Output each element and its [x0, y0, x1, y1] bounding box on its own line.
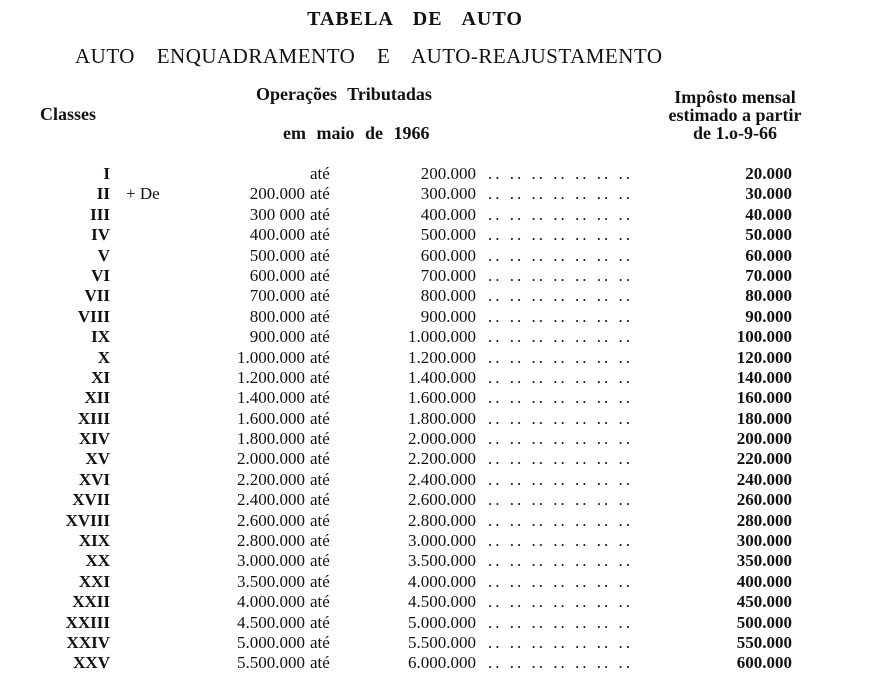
leader-dots: .. .. .. .. .. .. .. [488, 632, 633, 652]
class-cell: XVIII [65, 510, 110, 530]
from-cell: 800.000 [249, 306, 305, 326]
tax-cell: 500.000 [736, 612, 792, 632]
leader-dots: .. .. .. .. .. .. .. [488, 225, 633, 245]
leader-dots: .. .. .. .. .. .. .. [488, 531, 633, 551]
table-row [0, 205, 882, 225]
leader-dots: .. .. .. .. .. .. .. [488, 164, 633, 183]
table-row [0, 613, 882, 633]
to-cell: 800.000 [420, 286, 476, 306]
leader-dots: .. .. .. .. .. .. .. [488, 469, 633, 489]
table-row [0, 327, 882, 347]
table-row [0, 592, 882, 612]
tax-table [0, 164, 882, 674]
from-cell: 1.200.000 [237, 367, 305, 387]
ate-cell: até [310, 204, 330, 224]
table-row [0, 531, 882, 551]
to-cell: 1.600.000 [408, 388, 476, 408]
ate-cell: até [310, 225, 330, 245]
table-row [0, 184, 882, 204]
class-cell: III [90, 204, 110, 224]
ate-cell: até [310, 490, 330, 510]
leader-dots: .. .. .. .. .. .. .. [488, 204, 633, 224]
from-cell: 2.000.000 [237, 449, 305, 469]
from-cell: 500.000 [249, 245, 305, 265]
tax-cell: 300.000 [736, 531, 792, 551]
header-operacoes-period: em maio de 1966 [283, 123, 430, 143]
class-cell: XII [84, 388, 110, 408]
leader-dots: .. .. .. .. .. .. .. [488, 286, 633, 306]
to-cell: 900.000 [420, 306, 476, 326]
tax-cell: 30.000 [745, 184, 792, 204]
document-subtitle: AUTO ENQUADRAMENTO E AUTO-REAJUSTAMENTO [75, 44, 663, 68]
tax-cell: 40.000 [745, 204, 792, 224]
table-row [0, 409, 882, 429]
ate-cell: até [310, 653, 330, 673]
ate-cell: até [310, 408, 330, 428]
tax-cell: 80.000 [745, 286, 792, 306]
table-row [0, 551, 882, 571]
table-row [0, 511, 882, 531]
tax-cell: 550.000 [736, 632, 792, 652]
table-row [0, 368, 882, 388]
ate-cell: até [310, 592, 330, 612]
leader-dots: .. .. .. .. .. .. .. [488, 184, 633, 204]
tax-cell: 280.000 [736, 510, 792, 530]
class-cell: II [96, 184, 110, 204]
to-cell: 4.500.000 [408, 592, 476, 612]
class-cell: X [97, 347, 110, 367]
ate-cell: até [310, 449, 330, 469]
leader-dots: .. .. .. .. .. .. .. [488, 327, 633, 347]
table-row [0, 164, 882, 184]
header-classes: Classes [40, 104, 97, 124]
to-cell: 1.800.000 [408, 408, 476, 428]
to-cell: 500.000 [420, 225, 476, 245]
leader-dots: .. .. .. .. .. .. .. [488, 388, 633, 408]
to-cell: 1.200.000 [408, 347, 476, 367]
ate-cell: até [310, 367, 330, 387]
class-cell: XI [91, 367, 110, 387]
leader-dots: .. .. .. .. .. .. .. [488, 612, 633, 632]
ate-cell: até [310, 184, 330, 204]
table-row [0, 348, 882, 368]
ate-cell: até [310, 388, 330, 408]
ate-cell: até [310, 429, 330, 449]
from-cell: 1.000.000 [237, 347, 305, 367]
from-cell: 200.000 [249, 184, 305, 204]
ate-cell: até [310, 265, 330, 285]
leader-dots: .. .. .. .. .. .. .. [488, 592, 633, 612]
table-row [0, 388, 882, 408]
leader-dots: .. .. .. .. .. .. .. [488, 347, 633, 367]
table-row [0, 286, 882, 306]
from-cell: 2.200.000 [237, 469, 305, 489]
ate-cell: até [310, 306, 330, 326]
to-cell: 5.500.000 [408, 632, 476, 652]
class-cell: IX [91, 327, 110, 347]
class-cell: XXIV [66, 632, 110, 652]
class-cell: XIII [77, 408, 110, 428]
document-title: TABELA DE AUTO [307, 8, 523, 30]
leader-dots: .. .. .. .. .. .. .. [488, 510, 633, 530]
to-cell: 2.800.000 [408, 510, 476, 530]
table-row [0, 653, 882, 673]
ate-cell: até [310, 571, 330, 591]
to-cell: 3.000.000 [408, 531, 476, 551]
to-cell: 1.400.000 [408, 367, 476, 387]
tax-cell: 60.000 [745, 245, 792, 265]
leader-dots: .. .. .. .. .. .. .. [488, 306, 633, 326]
to-cell: 6.000.000 [408, 653, 476, 673]
table-row [0, 225, 882, 245]
leader-dots: .. .. .. .. .. .. .. [488, 551, 633, 571]
to-cell: 200.000 [420, 164, 476, 183]
header-imposto-line3: de 1.o-9-66 [693, 123, 777, 143]
from-cell: 5.000.000 [237, 632, 305, 652]
to-cell: 4.000.000 [408, 571, 476, 591]
table-row [0, 633, 882, 653]
class-cell: XV [85, 449, 110, 469]
header-operacoes: Operações Tributadas [256, 84, 432, 104]
tax-cell: 160.000 [736, 388, 792, 408]
leader-dots: .. .. .. .. .. .. .. [488, 571, 633, 591]
class-cell: XXI [78, 571, 110, 591]
class-cell: XIV [78, 429, 110, 449]
class-cell: VI [91, 265, 110, 285]
ate-cell: até [310, 164, 330, 183]
class-cell: XX [85, 551, 110, 571]
table-row [0, 307, 882, 327]
from-cell: 900.000 [249, 327, 305, 347]
to-cell: 1.000.000 [408, 327, 476, 347]
ate-cell: até [310, 551, 330, 571]
class-cell: VIII [77, 306, 110, 326]
tax-cell: 450.000 [736, 592, 792, 612]
tax-cell: 120.000 [736, 347, 792, 367]
tax-cell: 240.000 [736, 469, 792, 489]
tax-cell: 100.000 [736, 327, 792, 347]
tax-cell: 600.000 [736, 653, 792, 673]
table-row [0, 490, 882, 510]
table-row [0, 449, 882, 469]
tax-cell: 50.000 [745, 225, 792, 245]
from-cell: 400.000 [249, 225, 305, 245]
from-cell: 1.800.000 [237, 429, 305, 449]
leader-dots: .. .. .. .. .. .. .. [488, 449, 633, 469]
tax-cell: 400.000 [736, 571, 792, 591]
ate-cell: até [310, 286, 330, 306]
from-cell: 1.600.000 [237, 408, 305, 428]
table-row [0, 246, 882, 266]
from-cell: 2.800.000 [237, 531, 305, 551]
class-cell: XXIII [65, 612, 110, 632]
header-imposto [640, 88, 830, 142]
de-cell: + De [126, 184, 160, 204]
class-cell: IV [91, 225, 110, 245]
table-row [0, 572, 882, 592]
ate-cell: até [310, 347, 330, 367]
ate-cell: até [310, 531, 330, 551]
class-cell: XIX [78, 531, 110, 551]
ate-cell: até [310, 469, 330, 489]
ate-cell: até [310, 612, 330, 632]
leader-dots: .. .. .. .. .. .. .. [488, 265, 633, 285]
leader-dots: .. .. .. .. .. .. .. [488, 653, 633, 673]
leader-dots: .. .. .. .. .. .. .. [488, 408, 633, 428]
leader-dots: .. .. .. .. .. .. .. [488, 245, 633, 265]
to-cell: 2.400.000 [408, 469, 476, 489]
to-cell: 700.000 [420, 265, 476, 285]
to-cell: 5.000.000 [408, 612, 476, 632]
from-cell: 700.000 [249, 286, 305, 306]
ate-cell: até [310, 245, 330, 265]
ate-cell: até [310, 632, 330, 652]
ate-cell: até [310, 327, 330, 347]
to-cell: 300.000 [420, 184, 476, 204]
tax-cell: 180.000 [736, 408, 792, 428]
class-cell: XVI [78, 469, 110, 489]
class-cell: VII [84, 286, 110, 306]
to-cell: 3.500.000 [408, 551, 476, 571]
tax-cell: 90.000 [745, 306, 792, 326]
table-row [0, 470, 882, 490]
class-cell: V [97, 245, 110, 265]
tax-cell: 70.000 [745, 265, 792, 285]
leader-dots: .. .. .. .. .. .. .. [488, 429, 633, 449]
from-cell: 3.500.000 [237, 571, 305, 591]
to-cell: 400.000 [420, 204, 476, 224]
tax-cell: 260.000 [736, 490, 792, 510]
from-cell: 2.400.000 [237, 490, 305, 510]
tax-cell: 200.000 [736, 429, 792, 449]
to-cell: 2.600.000 [408, 490, 476, 510]
from-cell: 600.000 [249, 265, 305, 285]
class-cell: XVII [72, 490, 110, 510]
tax-cell: 350.000 [736, 551, 792, 571]
leader-dots: .. .. .. .. .. .. .. [488, 490, 633, 510]
to-cell: 2.200.000 [408, 449, 476, 469]
table-row [0, 429, 882, 449]
ate-cell: até [310, 510, 330, 530]
class-cell: XXV [73, 653, 110, 673]
from-cell: 300 000 [249, 204, 305, 224]
from-cell: 3.000.000 [237, 551, 305, 571]
from-cell: 4.000.000 [237, 592, 305, 612]
tax-cell: 220.000 [736, 449, 792, 469]
header-imposto-line1: Impôsto mensal [674, 87, 796, 107]
from-cell: 2.600.000 [237, 510, 305, 530]
from-cell: 5.500.000 [237, 653, 305, 673]
tax-cell: 20.000 [745, 164, 792, 183]
leader-dots: .. .. .. .. .. .. .. [488, 367, 633, 387]
from-cell: 4.500.000 [237, 612, 305, 632]
from-cell: 1.400.000 [237, 388, 305, 408]
to-cell: 2.000.000 [408, 429, 476, 449]
class-cell: XXII [72, 592, 110, 612]
to-cell: 600.000 [420, 245, 476, 265]
tax-cell: 140.000 [736, 367, 792, 387]
table-row [0, 266, 882, 286]
class-cell: I [103, 164, 110, 183]
header-imposto-line2: estimado a partir [668, 105, 802, 125]
